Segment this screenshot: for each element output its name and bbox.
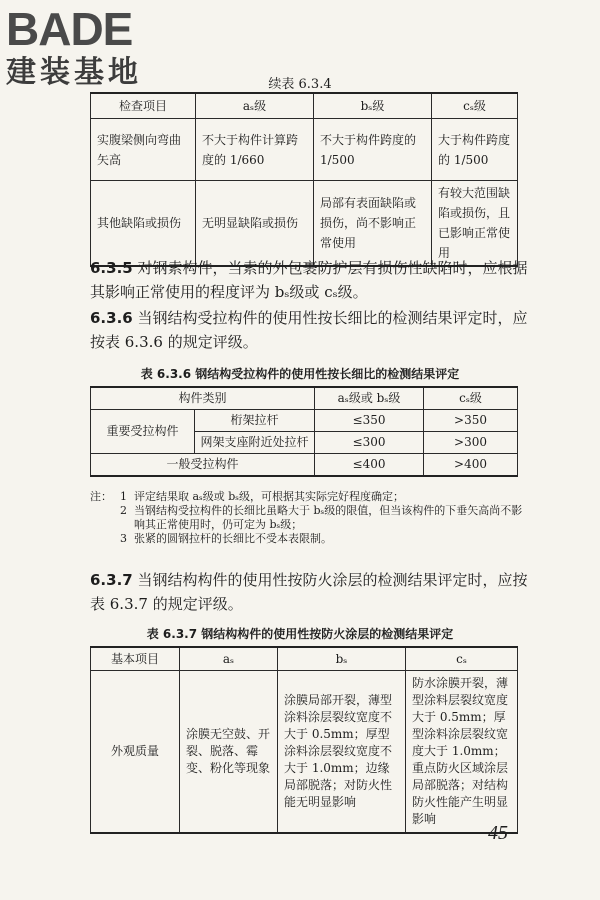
page-number: 45 bbox=[488, 822, 508, 844]
table-cell: 其他缺陷或损伤 bbox=[91, 181, 196, 267]
table-6-3-6 bbox=[90, 386, 518, 477]
header-cell: aₛ级或 bₛ级 bbox=[315, 387, 424, 410]
logo-subtitle: 建装基地 bbox=[6, 55, 142, 90]
table-cell: 局部有表面缺陷或损伤，尚不影响正常使用 bbox=[314, 181, 432, 267]
clause-text: 当钢结构构件的使用性按防火涂层的检测结果评定时，应按表 6.3.7 的规定评级。 bbox=[90, 571, 528, 613]
table-cell: ≤350 bbox=[315, 410, 424, 432]
table-cell: 无明显缺陷或损伤 bbox=[196, 181, 314, 267]
notes-label: 注： bbox=[90, 490, 112, 503]
table-6-3-7 bbox=[90, 646, 518, 834]
table-cell: 涂膜局部开裂，薄型涂料涂层裂纹宽度不大于 0.5mm；厚型涂料涂层裂纹宽度不大于 1.0mm；边缘局部脱落；对防火性能无明显影响 bbox=[278, 671, 406, 834]
note-text: 评定结果取 aₛ级或 bₛ级，可根据其实际完好程度确定； bbox=[134, 490, 405, 503]
clause-text: 对钢索构件，当索的外包裹防护层有损伤性缺陷时，应根据其影响正常使用的程度评为 bₛ级或 cₛ级。 bbox=[90, 259, 528, 301]
table-cell: 实腹梁侧向弯曲矢高 bbox=[91, 119, 196, 181]
clause-number: 6.3.7 bbox=[90, 571, 133, 589]
table-cell: 外观质量 bbox=[91, 671, 180, 834]
note-number: 2 bbox=[120, 504, 127, 517]
table-cell: ≤300 bbox=[315, 432, 424, 454]
header-cell: bₛ bbox=[278, 647, 406, 671]
table-cell: 不大于构件跨度的 1/500 bbox=[314, 119, 432, 181]
clause-number: 6.3.5 bbox=[90, 259, 133, 277]
clause-6-3-6 bbox=[90, 306, 530, 354]
header-cell: cₛ级 bbox=[432, 93, 518, 119]
table-cell: 大于构件跨度的 1/500 bbox=[432, 119, 518, 181]
table-row bbox=[91, 181, 518, 267]
table-6-3-6-notes bbox=[90, 490, 530, 546]
header-cell: cₛ bbox=[406, 647, 518, 671]
note-text: 张紧的圆钢拉杆的长细比不受本表限制。 bbox=[134, 532, 332, 545]
table-cell-group: 重要受拉构件 bbox=[91, 410, 195, 454]
note-item bbox=[90, 532, 530, 546]
header-cell: 检查项目 bbox=[91, 93, 196, 119]
header-cell: aₛ bbox=[180, 647, 278, 671]
note-item bbox=[90, 504, 530, 532]
clause-6-3-5 bbox=[90, 256, 530, 304]
note-item bbox=[90, 490, 530, 504]
table-cell: 网架支座附近处拉杆 bbox=[195, 432, 315, 454]
table-cell: >350 bbox=[424, 410, 518, 432]
table-cell: 不大于构件计算跨度的 1/660 bbox=[196, 119, 314, 181]
table-cell: 一般受拉构件 bbox=[91, 454, 315, 477]
note-number: 1 bbox=[120, 490, 127, 503]
header-cell: 基本项目 bbox=[91, 647, 180, 671]
table-cell: 防水涂膜开裂，薄型涂料层裂纹宽度大于 0.5mm；厚型涂料涂层裂纹宽度大于 1.0mm；重点防火区域涂层局部脱落；对结构防火性能产生明显影响 bbox=[406, 671, 518, 834]
header-cell: cₛ级 bbox=[424, 387, 518, 410]
header-cell: bₛ级 bbox=[314, 93, 432, 119]
note-number: 3 bbox=[120, 532, 127, 545]
table-6-3-7-caption: 表 6.3.7 钢结构构件的使用性按防火涂层的检测结果评定 bbox=[146, 627, 454, 641]
clause-text: 当钢结构受拉构件的使用性按长细比的检测结果评定时，应按表 6.3.6 的规定评级。 bbox=[90, 309, 528, 351]
table-row bbox=[91, 410, 518, 432]
table-cell: >400 bbox=[424, 454, 518, 477]
header-cell: aₛ级 bbox=[196, 93, 314, 119]
header-cell: 构件类别 bbox=[91, 387, 315, 410]
table-cell: 涂膜无空鼓、开裂、脱落、霉变、粉化等现象 bbox=[180, 671, 278, 834]
table-cell: ≤400 bbox=[315, 454, 424, 477]
clause-6-3-7 bbox=[90, 568, 530, 616]
table-cell: 桁架拉杆 bbox=[195, 410, 315, 432]
logo-brand-text: BADE bbox=[6, 3, 133, 55]
table-row bbox=[91, 454, 518, 477]
table-6-3-6-caption: 表 6.3.6 钢结构受拉构件的使用性按长细比的检测结果评定 bbox=[140, 367, 460, 381]
clause-number: 6.3.6 bbox=[90, 309, 133, 327]
table-6-3-4 bbox=[90, 92, 518, 267]
table-row bbox=[91, 119, 518, 181]
table-cell: >300 bbox=[424, 432, 518, 454]
table-row bbox=[91, 671, 518, 834]
table-6-3-4-continued-caption: 续表 6.3.4 bbox=[268, 77, 332, 92]
note-text: 当钢结构受拉构件的长细比虽略大于 bₛ级的限值，但当该构件的下垂矢高尚不影响其正常使用时，仍可定为 bₛ级； bbox=[134, 504, 523, 531]
table-cell: 有较大范围缺陷或损伤，且已影响正常使用 bbox=[432, 181, 518, 267]
